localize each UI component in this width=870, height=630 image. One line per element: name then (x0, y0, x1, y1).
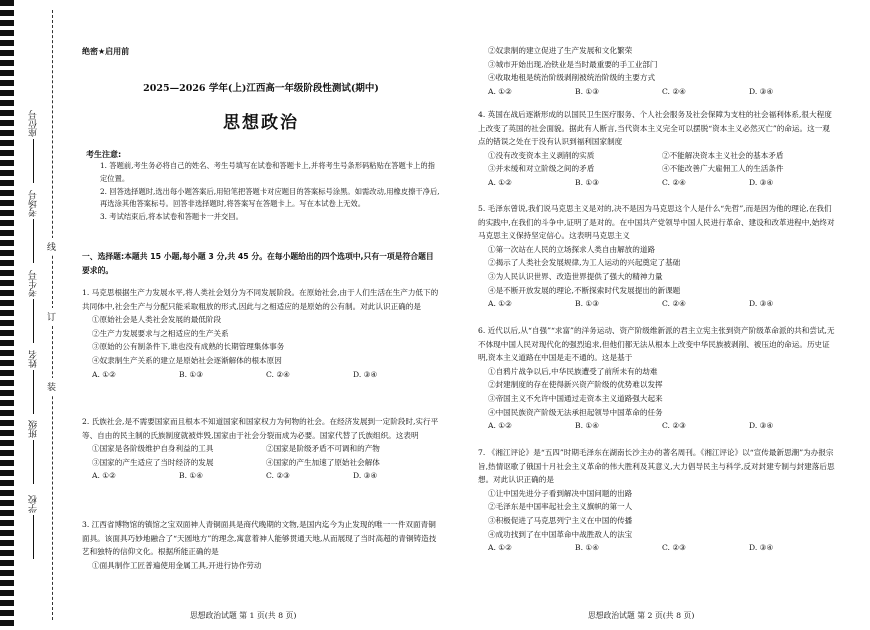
question-6 (478, 324, 836, 433)
note-item: 2. 回答选择题时,选出每小题答案后,用铅笔把答题卡对应题目的答案标号涂黑。如需改动,用橡皮擦干净后,再选涂其他答案标号。回答非选择题时,将答案写在答题卡上。写在本试卷上无效。 (100, 186, 440, 209)
statement: ②生产力发展要求与之相适应的生产关系 (92, 328, 229, 338)
notes-heading: 考生注意: (86, 150, 122, 159)
statement: ④中国民族资产阶级无法承担起领导中国革命的任务 (488, 407, 663, 417)
option-a: A. ①② (92, 471, 116, 481)
binding-stripe (0, 0, 14, 630)
option-c: C. ②④ (662, 177, 686, 187)
field-school: 学校 (16, 495, 50, 559)
footer-page-2: 思想政治试题 第 2 页(共 8 页) (588, 611, 695, 620)
statement: ①国家是各阶级维护自身利益的工具 (92, 444, 214, 454)
option-b: B. ①④ (575, 543, 600, 553)
option-a: A. ①② (488, 543, 512, 553)
footer-page-1: 思想政治试题 第 1 页(共 8 页) (190, 611, 297, 620)
field-class: 班级 (16, 420, 50, 484)
question-3 (82, 518, 440, 572)
option-a: A. ①② (488, 421, 512, 431)
statement: ②毛泽东是中国率起社会主义旗帜的第一人 (488, 502, 633, 512)
question-stem: 6. 近代以后,从“自强”“求富”的洋务运动、资产阶级维新派的君主立宪主张到资产阶级革命派的共和尝试,无不体现中国人民对现代化的强烈追求,但他们都无法从根本上改变中华民族被剥削、被压迫的命运。历史证明,资本主义道路在中国是走不通的。这是基于 (478, 326, 835, 363)
question-2 (82, 415, 440, 483)
option-c: C. ②④ (266, 369, 290, 379)
binding-margin (0, 0, 60, 630)
question-stem: 7. 《湘江评论》是“五四”时期毛泽东在湖南长沙主办的著名周刊。《湘江评论》以“宣传最新思潮”为办报宗旨,热情讴歌了俄国十月社会主义革命的伟大胜利及其意义,大力倡导民主与科学,反对封建专制与封建落后思想。对此认识正确的是 (478, 448, 835, 485)
statement: ②奴隶制的建立促进了生产发展和文化繁荣 (488, 46, 633, 55)
statement: ①自鸦片战争以后,中华民族遭受了前所未有的劫难 (488, 366, 658, 376)
option-d: D. ③④ (749, 299, 774, 309)
option-c: C. ②④ (662, 299, 686, 309)
note-item: 3. 考试结束后,将本试卷和答题卡一并交回。 (100, 212, 243, 222)
option-d: D. ③④ (749, 543, 774, 553)
option-a: A. ①② (488, 299, 512, 309)
statement: ①没有改变资本主义剥削的实质 (488, 150, 595, 160)
option-a: A. ①② (488, 86, 512, 96)
cut-mark-zhuang: 装 (47, 378, 56, 395)
option-b: B. ①④ (575, 421, 600, 431)
option-b: B. ①③ (575, 177, 600, 187)
cut-mark-xian: 线 (47, 238, 56, 255)
statement: ③帝国主义不允许中国通过走资本主义道路强大起来 (488, 393, 663, 403)
statement: ②揭示了人类社会发展规律,为工人运动的兴起奠定了基础 (488, 258, 681, 268)
field-name: 姓名 (16, 350, 50, 414)
options (478, 541, 836, 555)
options (478, 85, 836, 99)
secret-label: 绝密★启用前 (82, 47, 130, 56)
option-b: B. ①④ (179, 471, 204, 481)
statement: ④收取地租是统治阶级剥削被统治阶级的主要方式 (488, 73, 656, 83)
option-c: C. ②③ (266, 471, 290, 481)
question-4 (478, 108, 836, 190)
options (82, 368, 440, 382)
exam-title: 2025—2026 学年(上)江西高一年级阶段性测试(期中) (143, 83, 379, 94)
statement: ③国家的产生适应了当时经济的发展 (92, 457, 214, 467)
notes-list (100, 160, 440, 224)
statements (82, 442, 440, 469)
subject-title: 思想政治 (223, 113, 299, 133)
option-d: D. ③④ (749, 86, 774, 96)
statement: ③积极促进了马克思列宁主义在中国的传播 (488, 515, 633, 525)
question-stem: 5. 毛泽东曾说,我们说马克思主义是对的,决不是因为马克思这个人是什么“先哲”,而是因为他的理论,在我们的实践中,在我们的斗争中,证明了是对的。在中国共产党领导中国人民进行革命、建设和改革进程中,始终对马克思主义保持坚定信心。这表明马克思主义 (478, 204, 835, 241)
statement: ④奴隶制生产关系的建立是原始社会逐渐解体的根本原因 (92, 355, 282, 365)
statement: ②封建制度的存在使得新兴资产阶级的优势难以发挥 (488, 380, 663, 390)
option-d: D. ③④ (353, 471, 378, 481)
statement: ①面具制作工匠普遍使用金属工具,开进行协作劳动 (92, 560, 262, 570)
option-c: C. ②③ (662, 543, 686, 553)
options (478, 297, 836, 311)
statements (478, 149, 836, 176)
question-7 (478, 446, 836, 555)
question-stem: 1. 马克思根据生产力发展水平,将人类社会划分为不同发展阶段。在原始社会,由于人们生活在生产力低下的共同体中,社会生产与分配只能采取粗放的形式,因此与之相适应的是原始的公有制。对此认识正确的是 (82, 288, 439, 311)
statement: ②不能解决资本主义社会的基本矛盾 (662, 150, 784, 160)
option-a: A. ①② (92, 369, 116, 379)
statement: ③城市开始出现,冶铁业是当时最重要的手工业部门 (488, 59, 658, 69)
question-5 (478, 202, 836, 311)
options (478, 419, 836, 433)
options (478, 176, 836, 190)
statement: ④成功找到了在中国革命中战胜敌人的法宝 (488, 529, 633, 539)
option-b: B. ①③ (575, 86, 600, 96)
field-candidate: 考生号 (16, 270, 50, 343)
question-stem: 4. 英国在战后逐渐形成的以国民卫生医疗服务、个人社会服务及社会保障为支柱的社会福利体系,很大程度上改变了英国的社会面貌。据此有人断言,当代资本主义完全可以摆脱“资本主义必然灭亡”的命运。这一观点的错误之处在于没有认识到福利国家制度 (478, 110, 832, 147)
option-d: D. ③④ (749, 177, 774, 187)
cut-mark-ding: 订 (47, 308, 56, 325)
note-item: 1. 答题前,考生务必将自己的姓名、考生号填写在试卷和答题卡上,并将考生号条形码粘贴在答题卡上的指定位置。 (100, 161, 435, 183)
statement: ②国家是阶级矛盾不可调和的产物 (266, 444, 380, 454)
statement: ①原始社会是人类社会发展的最低阶段 (92, 315, 222, 325)
statement: ①第一次站在人民的立场探求人类自由解放的道路 (488, 244, 656, 254)
option-c: C. ②③ (662, 421, 686, 431)
options (82, 469, 440, 483)
field-room: 考场号 (16, 190, 50, 263)
statement: ①让中国先进分子看到解决中国问题的出路 (488, 488, 633, 498)
section-heading: 一、选择题:本题共 15 小题,每小题 3 分,共 45 分。在每小题给出的四个选项中,只有一项是符合题目要求的。 (82, 252, 434, 275)
field-seat: 座位号 (16, 110, 50, 183)
option-b: B. ①③ (575, 299, 600, 309)
option-b: B. ①③ (179, 369, 204, 379)
option-d: D. ③④ (749, 421, 774, 431)
statement: ③为人民认识世界、改造世界提供了强大的精神力量 (488, 271, 663, 281)
option-c: C. ②④ (662, 86, 686, 96)
question-3-continued (478, 44, 836, 98)
option-a: A. ①② (488, 177, 512, 187)
statement: ④是不断开放发展的理论,不断探索时代发展提出的新课题 (488, 285, 681, 295)
question-stem: 3. 江西省博物馆的镇馆之宝双面神人青铜面具是商代晚期的文物,是国内迄今为止发现的唯一一件双面青铜面具。该面具巧妙地融合了“天圆地方”的理念,寓意着神人能够贯通天地,从而展现了当时高超的青铜铸造技艺和独特的信仰文化。根据所能正确的是 (82, 520, 437, 557)
statement: ③并未缓和对立阶级之间的矛盾 (488, 164, 595, 174)
statement: ④不能改善广大雇佣工人的生活条件 (662, 164, 784, 174)
question-stem: 2. 氏族社会,是不需要国家而且根本不知道国家和国家权力为何物的社会。在经济发展到一定阶段时,实行平等、自由的民主制的氏族制度就被炸毁,国家由于社会分裂而成为必要。国家代替了氏族组织。这表明 (82, 417, 439, 440)
statement: ④国家的产生加速了原始社会解体 (266, 457, 380, 467)
question-1 (82, 286, 440, 381)
option-d: D. ③④ (353, 369, 378, 379)
statement: ③原始的公有制条件下,谁也没有成熟的长期管理集体事务 (92, 342, 285, 352)
